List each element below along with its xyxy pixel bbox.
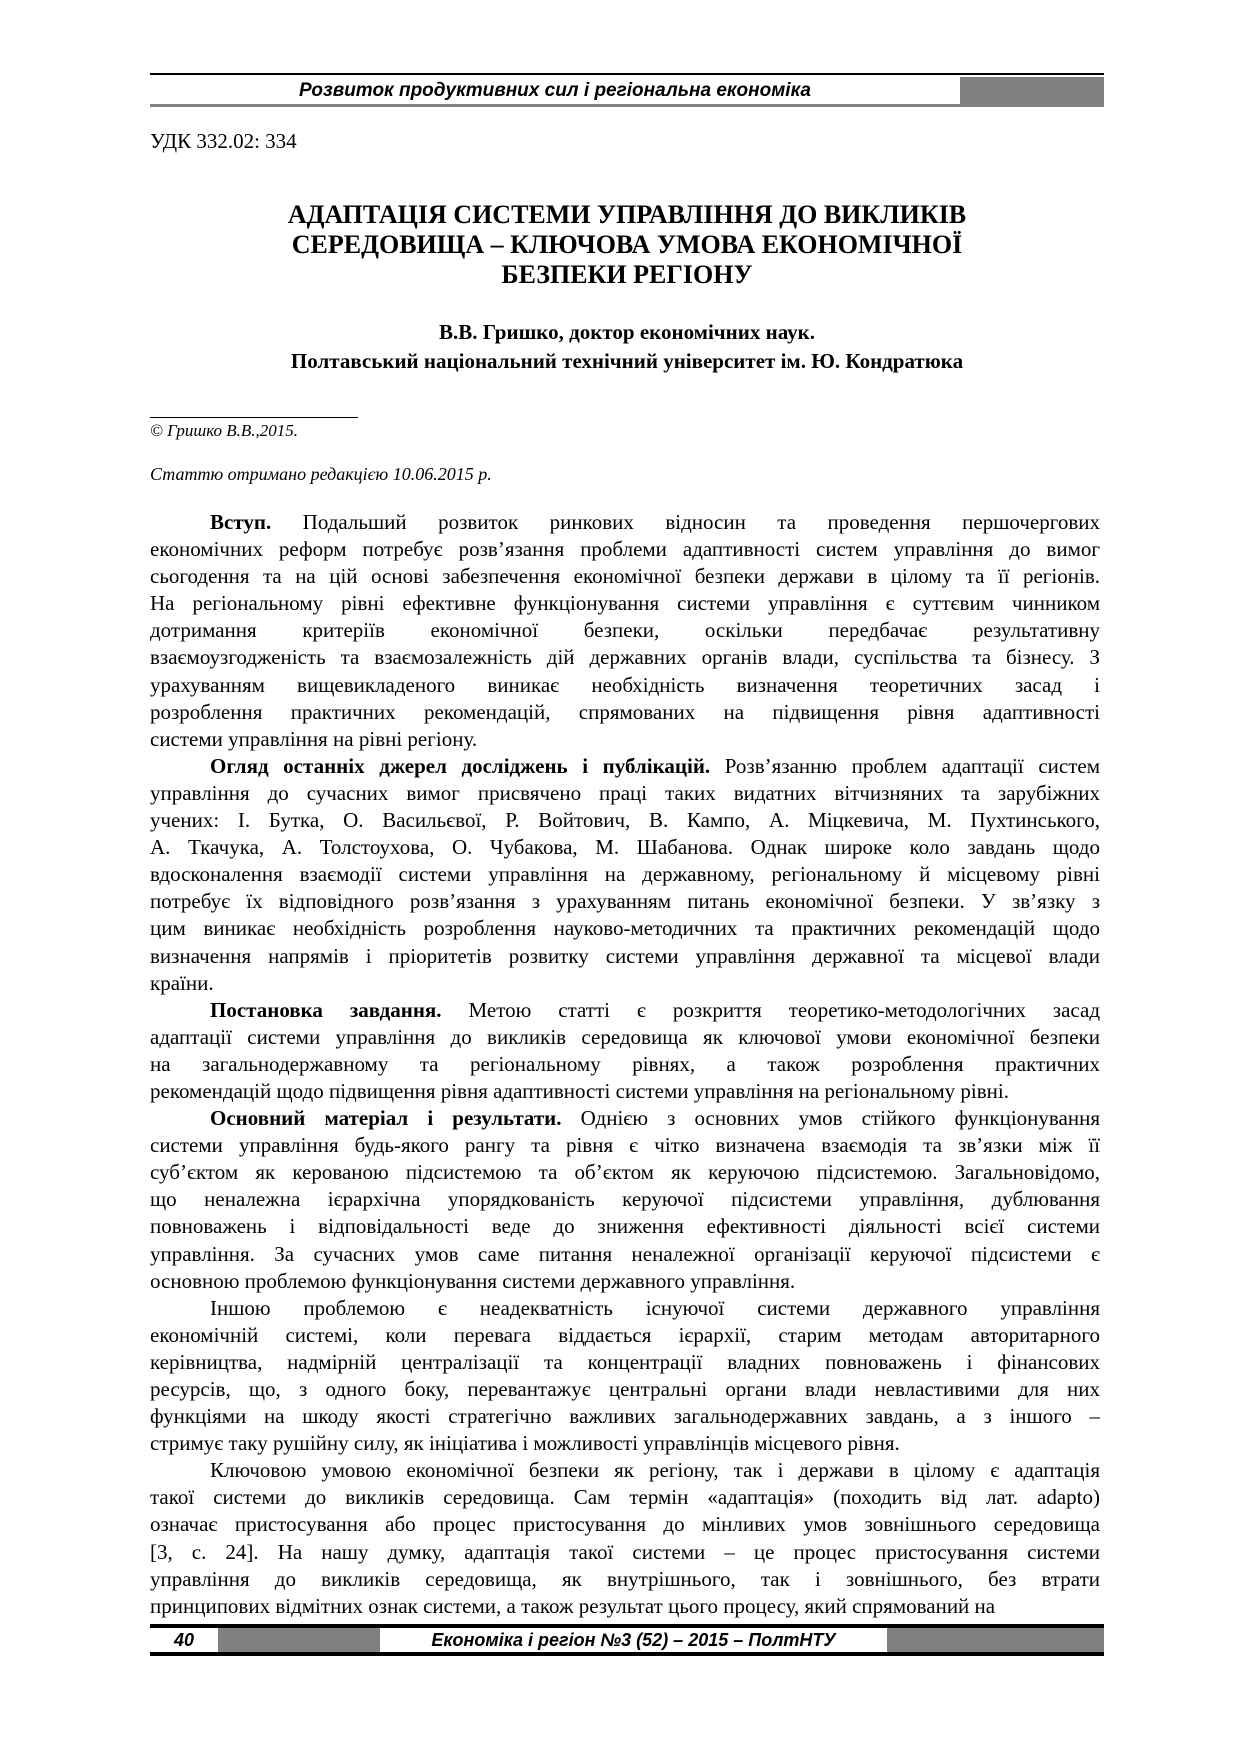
line-text: Ключовою умовою економічної безпеки як регіону, так і держави в цілому є адаптація [210, 1458, 1100, 1483]
line-text: системи управління будь-якого рангу та рівня є чітко визначена взаємодія та зв’язки між її [150, 1133, 1100, 1158]
received-date: Статтю отримано редакцією 10.06.2015 р. [150, 464, 492, 484]
title-line: БЕЗПЕКИ РЕГІОНУ [501, 260, 753, 289]
text-line [150, 1484, 1100, 1511]
section-heading: Постановка завдання. [210, 997, 442, 1022]
line-text: Подальший розвиток ринкових відносин та проведення першочергових [271, 510, 1100, 534]
line-text: принципових відмітних ознак системи, а також результат цього процесу, який спрямований на [150, 1593, 996, 1618]
author-block [150, 318, 1104, 376]
text-line [150, 1078, 1100, 1105]
header-gray-block [960, 77, 1104, 107]
text-line [150, 1051, 1100, 1078]
udk-code: УДК 332.02: 334 [150, 129, 297, 153]
line-text: сьогодення та на цій основі забезпечення економічної безпеки держави в цілому та її регіонів. [150, 564, 1100, 589]
text-line [150, 563, 1100, 590]
text-line [150, 1349, 1100, 1376]
text-line [150, 1430, 1100, 1457]
line-text: управління до викликів середовища, як внутрішнього, так і зовнішнього, без втрати [150, 1566, 1100, 1591]
text-line [150, 726, 1100, 753]
text-line [150, 672, 1100, 699]
text-line [150, 1457, 1100, 1484]
text-line [150, 915, 1100, 942]
text-line [150, 1024, 1100, 1051]
text-line [150, 1268, 1100, 1295]
paragraph [150, 1295, 1100, 1458]
header-rule-top [150, 73, 1104, 75]
paragraph [150, 1457, 1100, 1620]
text-line [150, 1376, 1100, 1403]
line-text: дотримання критеріїв економічної безпеки, оскільки передбачає результативну [150, 618, 1100, 643]
copyright-note: © Гришко В.В.,2015. [150, 421, 299, 440]
line-text: визначення напрямів і пріоритетів розвитку системи управління державної та місцевої влади [150, 943, 1100, 968]
author-name: В.В. Гришко, доктор економічних наук. [439, 320, 815, 344]
line-text: стримує таку рушійну силу, як ініціатива і можливості управлінців місцевого рівня. [150, 1431, 900, 1456]
line-text: Розв’язанню проблем адаптації систем [710, 753, 1100, 778]
text-line [150, 1105, 1100, 1132]
text-line [150, 1295, 1100, 1322]
text-line [150, 1322, 1100, 1349]
line-text: такої системи до викликів середовища. Сам термін «адаптація» (походить від лат. adapto) [150, 1485, 1100, 1510]
line-text: потребує їх відповідного розв’язання з урахуванням питань економічної безпеки. У зв’язку з [150, 889, 1100, 914]
text-line [150, 1403, 1100, 1430]
text-line [150, 644, 1100, 671]
text-line [150, 1241, 1100, 1268]
text-line [150, 861, 1100, 888]
title-line: СЕРЕДОВИЩА – КЛЮЧОВА УМОВА ЕКОНОМІЧНОЇ [291, 230, 963, 259]
line-text: ресурсів, що, з одного боку, перевантажує центральні органи влади невластивими для них [150, 1377, 1100, 1401]
text-line [150, 753, 1100, 780]
author-affiliation: Полтавський національний технічний університет ім. Ю. Кондратюка [290, 349, 964, 373]
line-text: розроблення практичних рекомендацій, спрямованих на підвищення рівня адаптивності [150, 699, 1100, 724]
line-text: керівництва, надмірній централізації та концентрації владних повноважень і фінансових [150, 1349, 1100, 1374]
footer-gray-block [218, 1628, 380, 1652]
line-text: економічних реформ потребує розв’язання проблеми адаптивності систем управління до вимог [150, 537, 1100, 562]
footer-rule-bottom [150, 1652, 1104, 1656]
article-body [150, 509, 1100, 1620]
line-text: системи управління на рівні регіону. [150, 726, 478, 751]
line-text: суб’єктом як керованою підсистемою та об’єктом як керуючою підсистемою. Загальновідомо, [150, 1160, 1100, 1185]
text-line [150, 1186, 1100, 1213]
line-text: означає пристосування або процес пристосування до мінливих умов зовнішнього середовища [150, 1512, 1100, 1537]
line-text: управління до сучасних вимог присвячено праці таких видатних вітчизняних та зарубіжних [150, 780, 1100, 805]
line-text: взаємоузгодженість та взаємозалежність дій державних органів влади, суспільства та бізнесу. З [150, 645, 1100, 670]
text-line [150, 536, 1100, 563]
line-text: повноважень і відповідальності веде до зниження ефективності діяльності всієї системи [150, 1214, 1100, 1239]
text-line [150, 590, 1100, 617]
line-text: економічній системі, коли перевага віддається ієрархії, старим методам авторитарного [150, 1322, 1100, 1347]
line-text: адаптації системи управління до викликів середовища як ключової умови економічної безпеки [150, 1024, 1100, 1049]
text-line [150, 1511, 1100, 1538]
line-text: вдосконалення взаємодії системи управління на державному, регіональному й місцевому рівні [150, 862, 1100, 887]
line-text: управління. За сучасних умов саме питання неналежної організації керуючої підсистеми є [150, 1241, 1100, 1266]
text-line [150, 1539, 1100, 1566]
footer-gray-block [887, 1628, 1104, 1652]
text-line [150, 699, 1100, 726]
line-text: рекомендацій щодо підвищення рівня адаптивності системи управління на регіональному рівні. [150, 1078, 1010, 1103]
paragraph [150, 753, 1100, 997]
text-line [150, 1213, 1100, 1240]
line-text: А. Ткачука, А. Толстоухова, О. Чубакова, М. Шабанова. Однак широке коло завдань щодо [150, 835, 1100, 860]
line-text: основною проблемою функціонування системи державного управління. [150, 1268, 796, 1293]
line-text: учених: І. Бутка, О. Васильєвої, Р. Войтович, В. Кампо, А. Міцкевича, М. Пухтинського, [150, 808, 1100, 833]
line-text: [3, с. 24]. На нашу думку, адаптація такої системи – це процес пристосування системи [150, 1539, 1100, 1564]
paragraph [150, 997, 1100, 1105]
text-line [150, 970, 1100, 997]
text-line [150, 888, 1100, 915]
line-text: цим виникає необхідність розроблення науково-методичних та практичних рекомендацій щодо [150, 916, 1100, 941]
text-line [150, 509, 1100, 536]
line-text: країни. [150, 970, 214, 995]
line-text: На регіональному рівні ефективне функціонування системи управління є суттєвим чинником [150, 591, 1100, 616]
footer-journal: Економіка і регіон №3 (52) – 2015 – ПолтНТУ [431, 1630, 836, 1650]
text-line [150, 834, 1100, 861]
running-header: Розвиток продуктивних сил і регіональна економіка [299, 80, 811, 101]
page-number: 40 [173, 1630, 195, 1650]
line-text: що неналежна ієрархічна упорядкованість керуючої підсистеми управління, дублювання [150, 1187, 1100, 1212]
footnote-rule [150, 417, 358, 418]
line-text: Іншою проблемою є неадекватність існуючої системи державного управління [210, 1295, 1100, 1320]
line-text: Метою статті є розкриття теоретико-методологічних засад [441, 997, 1101, 1022]
line-text: урахуванням вищевикладеного виникає необхідність визначення теоретичних засад і [150, 672, 1100, 697]
header-rule-bottom [150, 104, 1104, 107]
section-heading: Основний матеріал і результати. [210, 1106, 562, 1131]
title-line: АДАПТАЦІЯ СИСТЕМИ УПРАВЛІННЯ ДО ВИКЛИКІВ [287, 200, 967, 229]
text-line [150, 997, 1100, 1024]
text-line [150, 1132, 1100, 1159]
text-line [150, 1593, 1100, 1620]
line-text: функціями на шкоду якості стратегічно важливих загальнодержавних завдань, а з іншого – [150, 1404, 1100, 1429]
section-heading: Огляд останніх джерел досліджень і публікацій. [210, 753, 711, 778]
line-text: на загальнодержавному та регіональному рівнях, а також розроблення практичних [150, 1051, 1100, 1076]
text-line [150, 617, 1100, 644]
text-line [150, 943, 1100, 970]
section-heading: Вступ. [210, 510, 272, 534]
line-text: Однією з основних умов стійкого функціонування [561, 1106, 1100, 1131]
text-line [150, 1159, 1100, 1186]
text-line [150, 807, 1100, 834]
text-line [150, 1566, 1100, 1593]
article-title [150, 200, 1104, 290]
text-line [150, 780, 1100, 807]
paragraph [150, 509, 1100, 753]
paragraph [150, 1105, 1100, 1295]
